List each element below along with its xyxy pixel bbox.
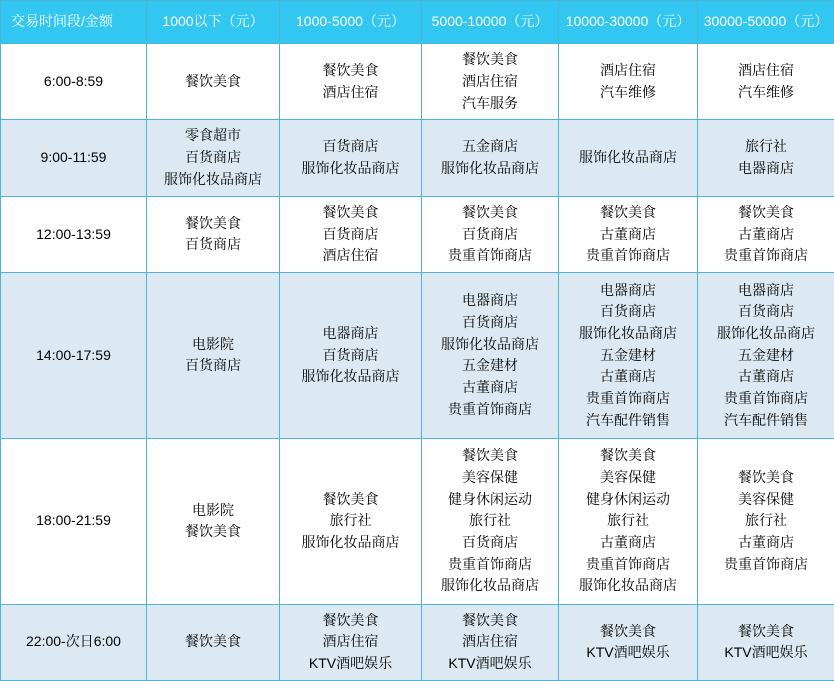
category-cell: [280, 120, 422, 196]
category-cell: [280, 604, 422, 680]
category-item: 古董商店: [600, 225, 656, 242]
category-cell: [559, 438, 698, 604]
header-row: [1, 1, 834, 44]
category-item: 五金建材: [738, 346, 794, 363]
category-item: 百货商店: [600, 303, 656, 320]
category-item: 古董商店: [738, 225, 794, 242]
category-item: 百货商店: [462, 225, 518, 242]
category-item: 电影院: [192, 501, 234, 518]
category-cell: [559, 196, 698, 272]
category-item: 百货商店: [462, 314, 518, 331]
table-row: [1, 196, 834, 272]
category-item: 贵重首饰商店: [586, 247, 670, 264]
category-item: 古董商店: [462, 379, 518, 396]
category-list: [149, 500, 277, 543]
category-item: 服饰化妆品商店: [441, 160, 539, 177]
category-item: 酒店住宿: [462, 633, 518, 650]
category-cell: [422, 438, 559, 604]
column-header-amount-3: 5000-10000（元）: [422, 1, 559, 44]
time-slot-cell: 14:00-17:59: [1, 273, 147, 439]
category-list: [424, 290, 556, 420]
column-header-amount-4: 10000-30000（元）: [559, 1, 698, 44]
category-cell: [147, 438, 280, 604]
category-item: 服饰化妆品商店: [301, 160, 400, 177]
category-item: 贵重首饰商店: [586, 555, 670, 572]
category-item: 服饰化妆品商店: [441, 335, 539, 352]
column-header-amount-5: 30000-50000（元）: [698, 1, 834, 44]
category-item: 古董商店: [738, 368, 794, 385]
category-cell: [280, 44, 422, 120]
category-item: 服饰化妆品商店: [579, 324, 677, 341]
category-item: 电器商店: [600, 281, 656, 298]
category-list: [700, 467, 832, 575]
category-item: KTV酒吧娱乐: [448, 655, 532, 672]
category-list: [700, 621, 832, 664]
category-item: 餐饮美食: [322, 203, 379, 220]
category-list: [282, 610, 419, 675]
category-item: 服饰化妆品商店: [164, 170, 262, 187]
category-list: [561, 445, 695, 597]
category-item: 百货商店: [322, 346, 379, 363]
category-item: 餐饮美食: [185, 523, 241, 540]
category-list: [282, 136, 419, 179]
category-item: 服饰化妆品商店: [301, 534, 400, 551]
category-item: 餐饮美食: [322, 611, 379, 628]
category-cell: [280, 438, 422, 604]
category-item: 零食超市: [185, 127, 241, 144]
category-item: 汽车配件销售: [586, 411, 670, 428]
category-item: 电器商店: [738, 160, 794, 177]
category-list: [561, 202, 695, 267]
category-list: [149, 71, 277, 93]
category-item: 餐饮美食: [322, 61, 379, 78]
category-item: 贵重首饰商店: [724, 389, 808, 406]
category-item: 百货商店: [322, 138, 379, 155]
category-item: 餐饮美食: [185, 633, 241, 650]
time-slot-cell: 22:00-次日6:00: [1, 604, 147, 680]
table-body: [1, 44, 834, 681]
category-list: [700, 60, 832, 103]
category-list: [282, 60, 419, 103]
category-item: 旅行社: [469, 512, 511, 529]
time-slot-cell: 18:00-21:59: [1, 438, 147, 604]
column-header-time-amount: 交易时间段/金额: [1, 1, 147, 44]
category-item: 餐饮美食: [462, 51, 518, 68]
category-list: [424, 445, 556, 597]
category-list: [282, 323, 419, 388]
category-item: 餐饮美食: [600, 622, 656, 639]
column-header-amount-2: 1000-5000（元）: [280, 1, 422, 44]
category-item: 五金商店: [462, 138, 518, 155]
table-row: [1, 44, 834, 120]
category-cell: [698, 273, 834, 439]
category-list: [149, 334, 277, 377]
category-item: 酒店住宿: [600, 61, 656, 78]
category-item: 五金建材: [462, 357, 518, 374]
category-list: [700, 136, 832, 179]
category-item: 电器商店: [738, 281, 794, 298]
category-cell: [559, 44, 698, 120]
category-item: 餐饮美食: [462, 611, 518, 628]
category-item: 酒店住宿: [462, 72, 518, 89]
category-item: 酒店住宿: [322, 247, 379, 264]
category-item: 电器商店: [462, 292, 518, 309]
category-item: KTV酒吧娱乐: [724, 644, 808, 661]
category-cell: [698, 44, 834, 120]
category-item: 汽车配件销售: [724, 411, 808, 428]
category-cell: [147, 196, 280, 272]
category-item: 电影院: [192, 335, 234, 352]
category-cell: [698, 438, 834, 604]
category-item: 旅行社: [607, 512, 649, 529]
category-item: 服饰化妆品商店: [579, 577, 677, 594]
category-item: 贵重首饰商店: [448, 555, 532, 572]
category-list: [561, 621, 695, 664]
category-cell: [698, 120, 834, 196]
category-cell: [147, 44, 280, 120]
category-item: 五金建材: [600, 346, 656, 363]
category-item: 服饰化妆品商店: [579, 149, 677, 166]
category-item: 百货商店: [185, 149, 241, 166]
category-item: 贵重首饰商店: [448, 400, 532, 417]
category-item: 服饰化妆品商店: [301, 368, 400, 385]
category-cell: [422, 196, 559, 272]
table-header: [1, 1, 834, 44]
category-item: 汽车维修: [738, 83, 794, 100]
category-item: 服饰化妆品商店: [717, 324, 815, 341]
category-list: [149, 213, 277, 256]
time-slot-cell: 6:00-8:59: [1, 44, 147, 120]
category-cell: [280, 273, 422, 439]
category-item: 餐饮美食: [462, 203, 518, 220]
category-item: 古董商店: [600, 368, 656, 385]
time-slot-cell: 12:00-13:59: [1, 196, 147, 272]
category-item: 健身休闲运动: [586, 490, 670, 507]
category-list: [424, 136, 556, 179]
category-item: 酒店住宿: [322, 633, 379, 650]
category-item: 餐饮美食: [185, 72, 241, 89]
category-item: 美容保健: [600, 468, 656, 485]
category-item: 百货商店: [185, 357, 241, 374]
category-item: 服饰化妆品商店: [441, 577, 539, 594]
category-item: 百货商店: [322, 225, 379, 242]
category-item: 餐饮美食: [600, 447, 656, 464]
category-item: 汽车服务: [462, 94, 518, 111]
category-item: 餐饮美食: [600, 203, 656, 220]
category-item: 贵重首饰商店: [724, 555, 808, 572]
category-list: [561, 147, 695, 169]
category-list: [282, 202, 419, 267]
category-item: 古董商店: [738, 534, 794, 551]
category-item: 电器商店: [322, 324, 379, 341]
category-item: 酒店住宿: [322, 83, 379, 100]
category-cell: [698, 196, 834, 272]
category-item: 健身休闲运动: [448, 490, 532, 507]
category-item: 酒店住宿: [738, 61, 794, 78]
category-list: [424, 610, 556, 675]
category-item: 汽车维修: [600, 83, 656, 100]
category-cell: [559, 120, 698, 196]
category-item: 旅行社: [329, 512, 372, 529]
category-item: 旅行社: [745, 138, 787, 155]
category-item: 美容保健: [738, 490, 794, 507]
category-item: KTV酒吧娱乐: [308, 655, 393, 672]
category-item: 百货商店: [185, 236, 241, 253]
category-list: [561, 60, 695, 103]
category-item: 百货商店: [738, 303, 794, 320]
category-cell: [559, 273, 698, 439]
category-cell: [422, 120, 559, 196]
category-cell: [147, 273, 280, 439]
category-cell: [422, 604, 559, 680]
category-item: 贵重首饰商店: [448, 247, 532, 264]
category-item: 贵重首饰商店: [724, 247, 808, 264]
category-item: 古董商店: [600, 534, 656, 551]
category-cell: [147, 604, 280, 680]
category-item: 旅行社: [745, 512, 787, 529]
category-item: 餐饮美食: [462, 447, 518, 464]
category-cell: [422, 44, 559, 120]
column-header-amount-1: 1000以下（元）: [147, 1, 280, 44]
time-slot-cell: 9:00-11:59: [1, 120, 147, 196]
category-item: 餐饮美食: [322, 490, 379, 507]
category-cell: [422, 273, 559, 439]
category-item: 百货商店: [462, 534, 518, 551]
category-item: 餐饮美食: [185, 214, 241, 231]
table-row: [1, 604, 834, 680]
category-list: [700, 202, 832, 267]
category-list: [149, 631, 277, 653]
table-row: [1, 438, 834, 604]
category-item: 美容保健: [462, 468, 518, 485]
category-item: 餐饮美食: [738, 203, 794, 220]
category-cell: [698, 604, 834, 680]
category-item: 贵重首饰商店: [586, 389, 670, 406]
category-cell: [559, 604, 698, 680]
category-item: KTV酒吧娱乐: [586, 644, 670, 661]
category-list: [424, 202, 556, 267]
category-item: 餐饮美食: [738, 622, 794, 639]
table-row: [1, 273, 834, 439]
category-cell: [147, 120, 280, 196]
category-list: [424, 49, 556, 114]
table-row: [1, 120, 834, 196]
category-cell: [280, 196, 422, 272]
category-list: [700, 280, 832, 432]
category-list: [149, 125, 277, 190]
category-list: [282, 489, 419, 554]
category-item: 餐饮美食: [738, 468, 794, 485]
category-list: [561, 280, 695, 432]
